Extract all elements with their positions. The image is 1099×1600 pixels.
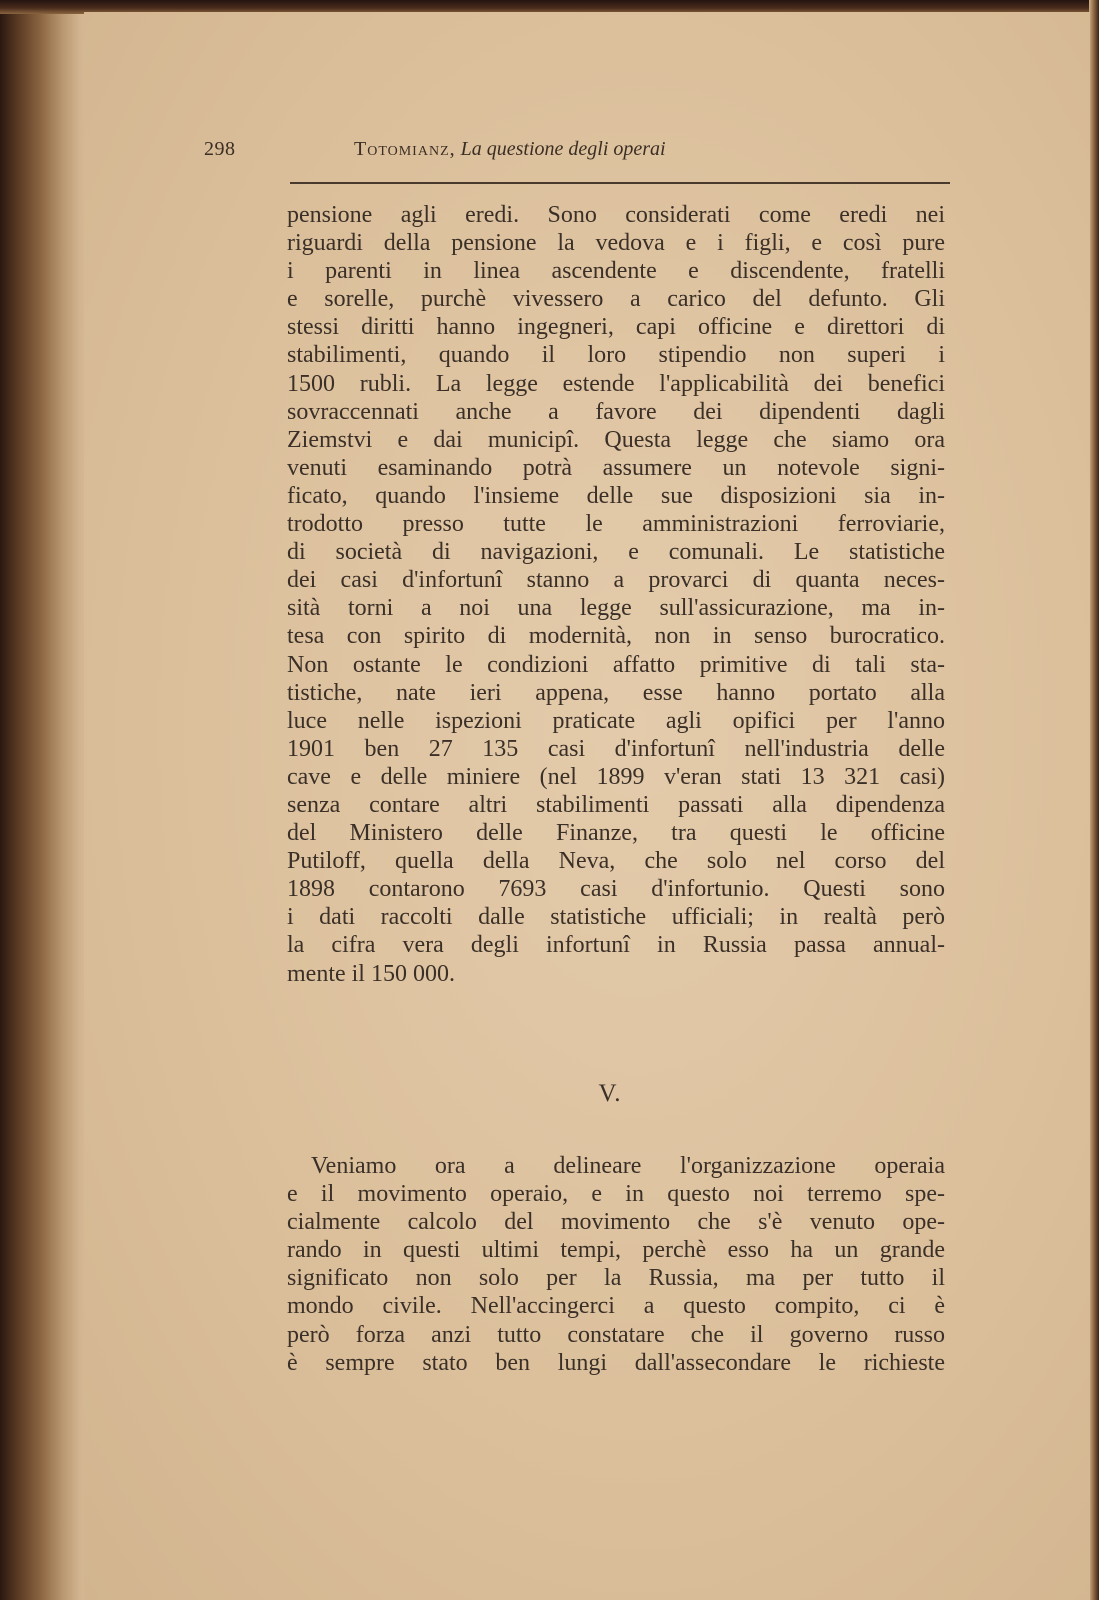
text-line: luce nelle ispezioni praticate agli opifici per l'anno <box>287 707 945 734</box>
text-line: sità torni a noi una legge sull'assicurazione, ma in- <box>287 595 945 622</box>
running-title <box>354 138 666 161</box>
text-line: senza contare altri stabilimenti passati alla dipendenza <box>287 791 945 818</box>
header-author: Totomianz, <box>354 138 456 160</box>
text-line: tesa con spirito di modernità, non in senso burocratico. <box>287 623 945 650</box>
text-line: cialmente calcolo del movimento che s'è venuto ope- <box>287 1209 945 1236</box>
text-line: Ziemstvi e dai municipî. Questa legge che siamo ora <box>287 426 945 453</box>
text-line: stabilimenti, quando il loro stipendio non superi i <box>287 342 945 369</box>
text-line: cave e delle miniere (nel 1899 v'eran stati 13 321 casi) <box>287 763 945 790</box>
text-line: e sorelle, purchè vivessero a carico del defunto. Gli <box>287 286 945 313</box>
text-line: trodotto presso tutte le amministrazioni ferroviarie, <box>287 511 945 538</box>
text-line: rando in questi ultimi tempi, perchè esso ha un grande <box>287 1237 945 1264</box>
header-rule <box>290 182 950 184</box>
text-line: la cifra vera degli infortunî in Russia passa annual- <box>287 932 945 959</box>
text-line: venuti esaminando potrà assumere un notevole signi- <box>287 454 945 481</box>
text-line: riguardi della pensione la vedova e i figli, e così pure <box>287 230 945 257</box>
running-header <box>204 138 964 168</box>
text-line: mente il 150 000. <box>287 960 455 987</box>
text-line: Non ostante le condizioni affatto primitive di tali sta- <box>287 651 945 678</box>
text-line: del Ministero delle Finanze, tra questi le officine <box>287 820 945 847</box>
text-line: 1898 contarono 7693 casi d'infortunio. Questi sono <box>287 876 945 903</box>
text-line: ficato, quando l'insieme delle sue disposizioni sia in- <box>287 482 945 509</box>
text-line: i dati raccolti dalle statistiche ufficiali; in realtà però <box>287 904 945 931</box>
text-line: tistiche, nate ieri appena, esse hanno portato alla <box>287 679 945 706</box>
book-spine-edge <box>0 0 92 1600</box>
text-line: 1901 ben 27 135 casi d'infortunî nell'industria delle <box>287 735 945 762</box>
text-line: Putiloff, quella della Neva, che solo nel corso del <box>287 848 945 875</box>
page-number: 298 <box>204 138 236 160</box>
text-line: e il movimento operaio, e in questo noi terremo spe- <box>287 1181 945 1208</box>
paragraph-1 <box>287 201 945 988</box>
text-line: 1500 rubli. La legge estende l'applicabilità dei benefici <box>287 370 945 397</box>
text-line: però forza anzi tutto constatare che il governo russo <box>287 1321 945 1348</box>
text-line: significato non solo per la Russia, ma per tutto il <box>287 1265 945 1292</box>
text-line: di società di navigazioni, e comunali. Le statistiche <box>287 539 945 566</box>
text-line: sovraccennati anche a favore dei dipendenti dagli <box>287 398 945 425</box>
text-line: pensione agli eredi. Sono considerati come eredi nei <box>287 202 945 228</box>
paragraph-2 <box>287 1152 945 1377</box>
text-line: Veniamo ora a delineare l'organizzazione operaia <box>311 1153 945 1179</box>
text-line: è sempre stato ben lungi dall'assecondare le richieste <box>287 1349 945 1376</box>
header-work-title: La questione degli operai <box>460 138 666 160</box>
section-heading: V. <box>598 1080 622 1107</box>
text-line: stessi diritti hanno ingegneri, capi officine e direttori di <box>287 314 945 341</box>
text-line: mondo civile. Nell'accingerci a questo compito, ci è <box>287 1293 945 1320</box>
book-right-edge <box>1089 0 1099 1600</box>
text-line: dei casi d'infortunî stanno a provarci di quanta neces- <box>287 567 945 594</box>
text-line: i parenti in linea ascendente e discendente, fratelli <box>287 258 945 285</box>
